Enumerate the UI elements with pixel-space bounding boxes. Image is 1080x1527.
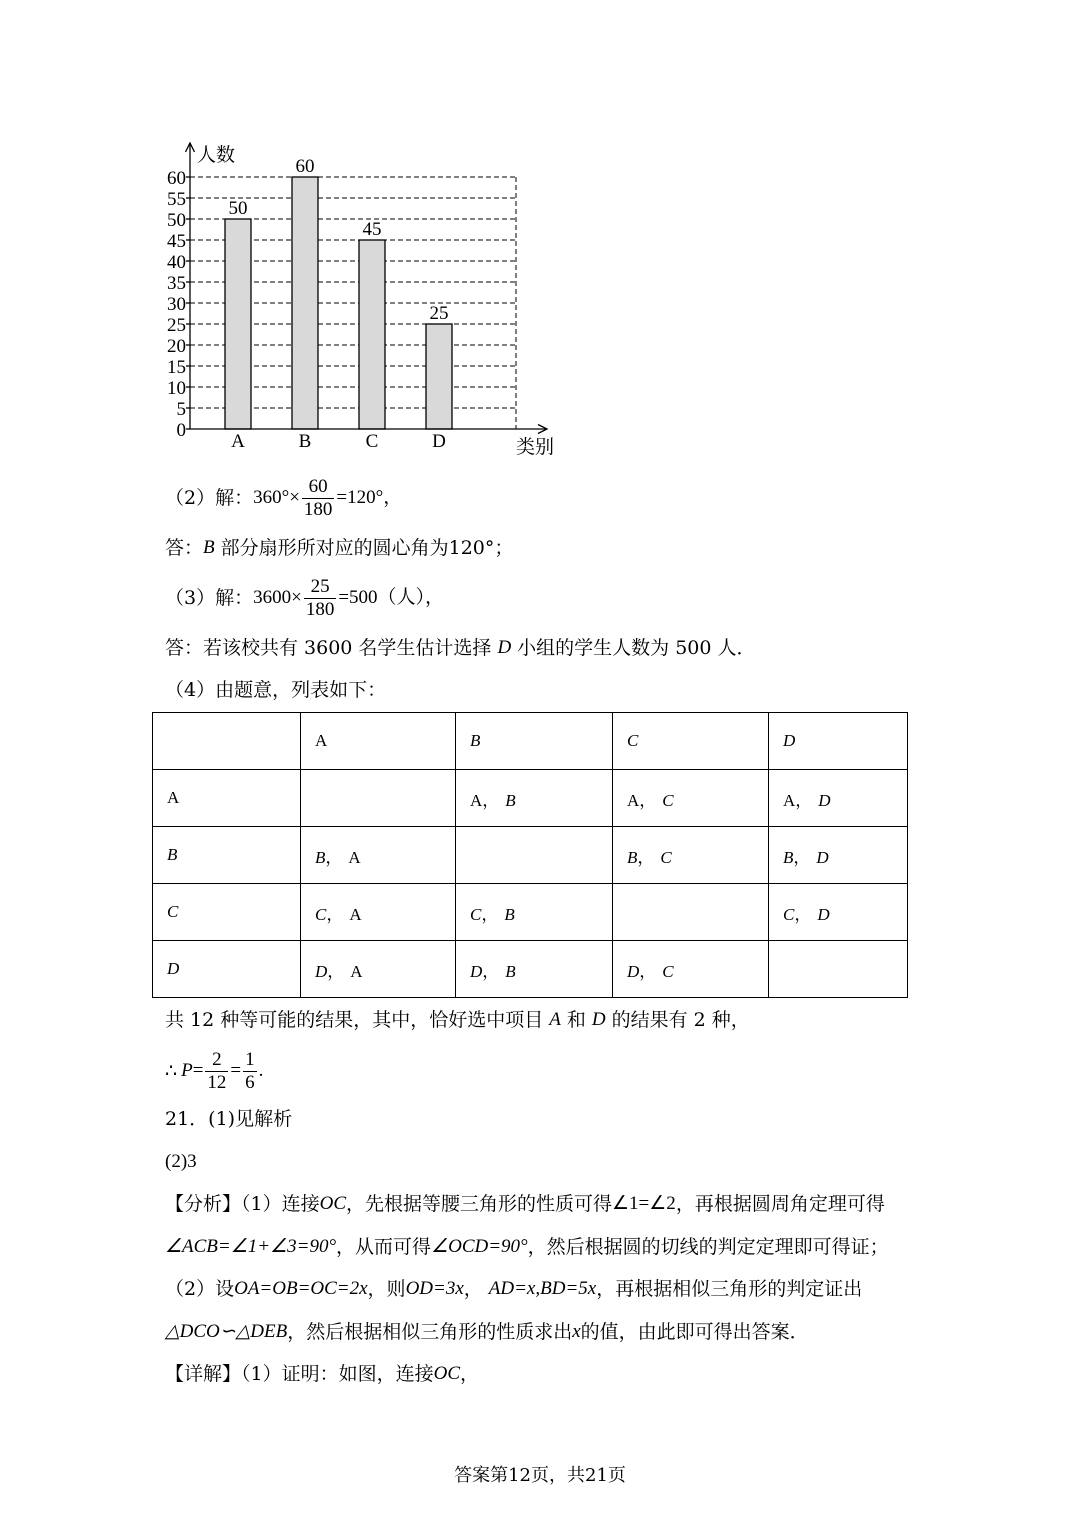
cell-letter: A — [350, 961, 363, 981]
part2-fraction — [302, 476, 335, 521]
table-cell — [456, 770, 613, 827]
analysis-text: ，从而可得 — [336, 1236, 432, 1258]
math-expression: OA=OB=OC=2x — [234, 1278, 368, 1299]
bar-value-label-A: 50 — [228, 198, 248, 219]
math-expression: OC — [433, 1363, 460, 1384]
part2-numerator: 60 — [308, 475, 328, 497]
cell-letter: B — [504, 904, 515, 924]
cell-separator: ， — [325, 847, 343, 868]
x-tick-label-B: B — [298, 431, 312, 452]
bar-value-label-B: 60 — [295, 156, 315, 177]
bar-value-label-D: 25 — [429, 303, 449, 324]
equals-sign: = — [192, 1060, 204, 1081]
probability-var: P — [181, 1060, 193, 1081]
cell-letter: D — [627, 961, 640, 981]
outcome-var-d: D — [591, 1009, 606, 1030]
equals-sign: = — [230, 1060, 242, 1081]
cell-letter: C — [315, 904, 327, 924]
table-cell — [301, 884, 456, 941]
cell-letter: D — [816, 847, 829, 867]
analysis-line-4 — [165, 1319, 809, 1345]
page-footer: 答案第12页，共21页 — [454, 1465, 626, 1486]
cell-letter: C — [627, 731, 639, 750]
table-cell — [301, 941, 456, 998]
cell-separator: ， — [326, 904, 344, 925]
bar-C — [359, 240, 385, 429]
y-tick-label-25: 25 — [167, 315, 186, 336]
table-row — [153, 884, 908, 941]
cell-letter: D — [817, 904, 830, 924]
table-cell — [769, 884, 908, 941]
table-cell — [613, 884, 769, 941]
bar-value-label-C: 45 — [362, 219, 382, 240]
cell-separator: ， — [637, 847, 655, 868]
question-21-part2: (2)3 — [165, 1151, 197, 1172]
analysis-text: 的值，由此即可得出答案． — [580, 1321, 809, 1343]
table-cell — [769, 713, 908, 770]
y-tick-label-15: 15 — [167, 357, 186, 378]
part2-solution-line — [165, 473, 402, 523]
analysis-text: ，然后根据相似三角形的性质求出 — [287, 1321, 573, 1343]
outcome-table — [152, 712, 908, 998]
cell-letter: C — [783, 904, 795, 924]
table-cell — [769, 827, 908, 884]
part3-solution-line — [165, 573, 444, 623]
period: . — [258, 1060, 264, 1081]
cell-letter: B — [505, 790, 516, 810]
analysis-text: 【分析】（1）连接 — [165, 1193, 320, 1215]
therefore-symbol: ∴ — [165, 1060, 178, 1082]
outcome-and: 和 — [566, 1009, 586, 1031]
detail-text: ， — [460, 1363, 480, 1385]
part2-lhs: 360°× — [253, 487, 300, 508]
x-tick-label-C: C — [365, 431, 379, 452]
cell-separator: ， — [793, 847, 811, 868]
table-cell — [153, 884, 301, 941]
y-tick-label-45: 45 — [167, 231, 186, 252]
cell-letter: C — [167, 902, 179, 921]
probability-line — [165, 1046, 263, 1096]
cell-letter: B — [470, 731, 481, 750]
answer2-variable: B — [203, 537, 215, 558]
part3-prefix: （3）解： — [165, 587, 254, 609]
y-tick-label-40: 40 — [167, 252, 186, 273]
cell-letter: A — [349, 904, 362, 924]
y-tick-label-20: 20 — [167, 336, 186, 357]
answer2-text: 部分扇形所对应的圆心角为120°； — [220, 537, 514, 559]
bar-B — [292, 177, 318, 429]
table-cell — [456, 713, 613, 770]
part4-text: （4）由题意，列表如下： — [165, 679, 387, 701]
cell-letter: A — [348, 847, 361, 867]
table-row — [153, 770, 908, 827]
bar-A — [225, 219, 251, 429]
table-cell — [613, 713, 769, 770]
cell-separator: ， — [794, 904, 812, 925]
math-expression: ∠1=∠2 — [612, 1193, 676, 1214]
table-cell — [456, 884, 613, 941]
math-expression: AD=x,BD=5x — [488, 1278, 597, 1299]
outcome-var-a: A — [549, 1009, 561, 1030]
analysis-text: ，再根据圆周角定理可得 — [675, 1193, 885, 1215]
probability-numerator-1: 2 — [212, 1048, 222, 1070]
answer3-prefix: 答：若该校共有 3600 名学生估计选择 — [165, 637, 492, 659]
outcome-text-a: 共 12 种等可能的结果，其中，恰好选中项目 — [165, 1009, 544, 1031]
table-cell — [153, 713, 301, 770]
probability-fraction-1 — [205, 1049, 228, 1094]
x-tick-label-A: A — [231, 431, 245, 452]
table-cell — [301, 713, 456, 770]
y-tick-label-5: 5 — [176, 399, 186, 420]
cell-letter: B — [627, 847, 638, 867]
analysis-text: ， — [463, 1278, 483, 1300]
cell-separator: ， — [482, 961, 500, 982]
analysis-line-1 — [165, 1191, 885, 1217]
part2-denominator: 180 — [303, 498, 333, 520]
analysis-text: ，则 — [367, 1278, 406, 1300]
table-cell — [456, 941, 613, 998]
cell-separator: ， — [639, 961, 657, 982]
cell-letter: C — [662, 961, 674, 981]
analysis-line-3 — [165, 1276, 862, 1302]
cell-separator: ， — [481, 904, 499, 925]
cell-letter: A — [470, 790, 483, 810]
math-expression: x — [572, 1321, 581, 1342]
bar-D — [426, 324, 452, 429]
table-row — [153, 827, 908, 884]
cell-letter: B — [167, 845, 178, 864]
math-expression: △DCO∽△DEB — [165, 1321, 288, 1342]
table-cell — [613, 941, 769, 998]
cell-separator: ， — [639, 790, 657, 811]
cell-letter: A — [315, 731, 328, 750]
cell-letter: B — [505, 961, 516, 981]
analysis-text: ，然后根据圆的切线的判定定理即可得证； — [527, 1236, 889, 1258]
answer2-prefix: 答： — [165, 537, 204, 559]
outcome-line — [165, 1007, 750, 1033]
table-row — [153, 941, 908, 998]
bar-chart — [0, 0, 600, 470]
table-cell — [613, 827, 769, 884]
x-tick-label-D: D — [432, 431, 446, 452]
question-21-label: 21．(1)见解析 — [165, 1108, 293, 1130]
part4-line — [165, 677, 386, 703]
detail-line — [165, 1361, 479, 1387]
cell-letter: D — [783, 731, 796, 750]
table-cell — [153, 770, 301, 827]
table-cell — [153, 941, 301, 998]
cell-letter: A — [783, 790, 796, 810]
answer3-text: 小组的学生人数为 500 人． — [517, 637, 756, 659]
question-21-line — [165, 1106, 292, 1132]
answer3-line — [165, 635, 756, 661]
part3-numerator: 25 — [310, 575, 330, 597]
cell-letter: D — [315, 961, 328, 981]
part2-prefix: （2）解： — [165, 487, 254, 509]
y-tick-label-0: 0 — [176, 420, 186, 441]
y-tick-label-50: 50 — [167, 210, 186, 231]
probability-fraction-2 — [243, 1049, 257, 1094]
math-expression: OC — [319, 1193, 346, 1214]
probability-numerator-2: 1 — [245, 1048, 255, 1070]
answer2-line — [165, 535, 513, 561]
table-cell — [769, 941, 908, 998]
cell-letter: C — [470, 904, 482, 924]
analysis-text: ，先根据等腰三角形的性质可得 — [346, 1193, 613, 1215]
probability-denominator-2: 6 — [245, 1071, 255, 1093]
detail-text: 【详解】（1）证明：如图，连接 — [165, 1363, 434, 1385]
cell-letter: D — [470, 961, 483, 981]
probability-denominator-1: 12 — [207, 1071, 227, 1093]
part3-fraction — [304, 576, 337, 621]
table-cell — [456, 827, 613, 884]
math-expression: ∠ACB=∠1+∠3=90° — [165, 1236, 337, 1257]
x-axis-title: 类别 — [516, 436, 555, 458]
table-cell — [613, 770, 769, 827]
cell-letter: D — [167, 959, 180, 978]
table-cell — [769, 770, 908, 827]
cell-letter: D — [818, 790, 831, 810]
table-row — [153, 713, 908, 770]
analysis-line-2 — [165, 1234, 889, 1260]
math-expression: ∠OCD=90° — [431, 1236, 528, 1257]
cell-letter: B — [783, 847, 794, 867]
cell-separator: ， — [482, 790, 500, 811]
cell-letter: A — [627, 790, 640, 810]
cell-letter: C — [662, 790, 674, 810]
y-axis-title: 人数 — [197, 144, 236, 166]
part2-rhs: =120°， — [336, 487, 403, 508]
cell-separator: ， — [327, 961, 345, 982]
question-21-part2-line — [165, 1149, 197, 1175]
y-tick-label-60: 60 — [167, 168, 186, 189]
table-cell — [301, 827, 456, 884]
table-cell — [153, 827, 301, 884]
part3-lhs: 3600× — [253, 587, 302, 608]
analysis-text: ，再根据相似三角形的判定证出 — [596, 1278, 863, 1300]
y-tick-label-30: 30 — [167, 294, 186, 315]
cell-letter: B — [315, 847, 326, 867]
y-tick-label-35: 35 — [167, 273, 186, 294]
cell-separator: ， — [795, 790, 813, 811]
y-tick-label-10: 10 — [167, 378, 186, 399]
answer3-variable: D — [497, 637, 512, 658]
part3-rhs: =500（人）， — [338, 587, 445, 608]
part3-denominator: 180 — [305, 598, 335, 620]
outcome-table-body — [153, 713, 908, 998]
cell-letter: C — [660, 847, 672, 867]
analysis-text: （2）设 — [165, 1278, 235, 1300]
outcome-text-b: 的结果有 2 种， — [611, 1009, 750, 1031]
cell-letter: A — [167, 788, 180, 807]
y-tick-label-55: 55 — [167, 189, 186, 210]
math-expression: OD=3x — [405, 1278, 464, 1299]
table-cell — [301, 770, 456, 827]
